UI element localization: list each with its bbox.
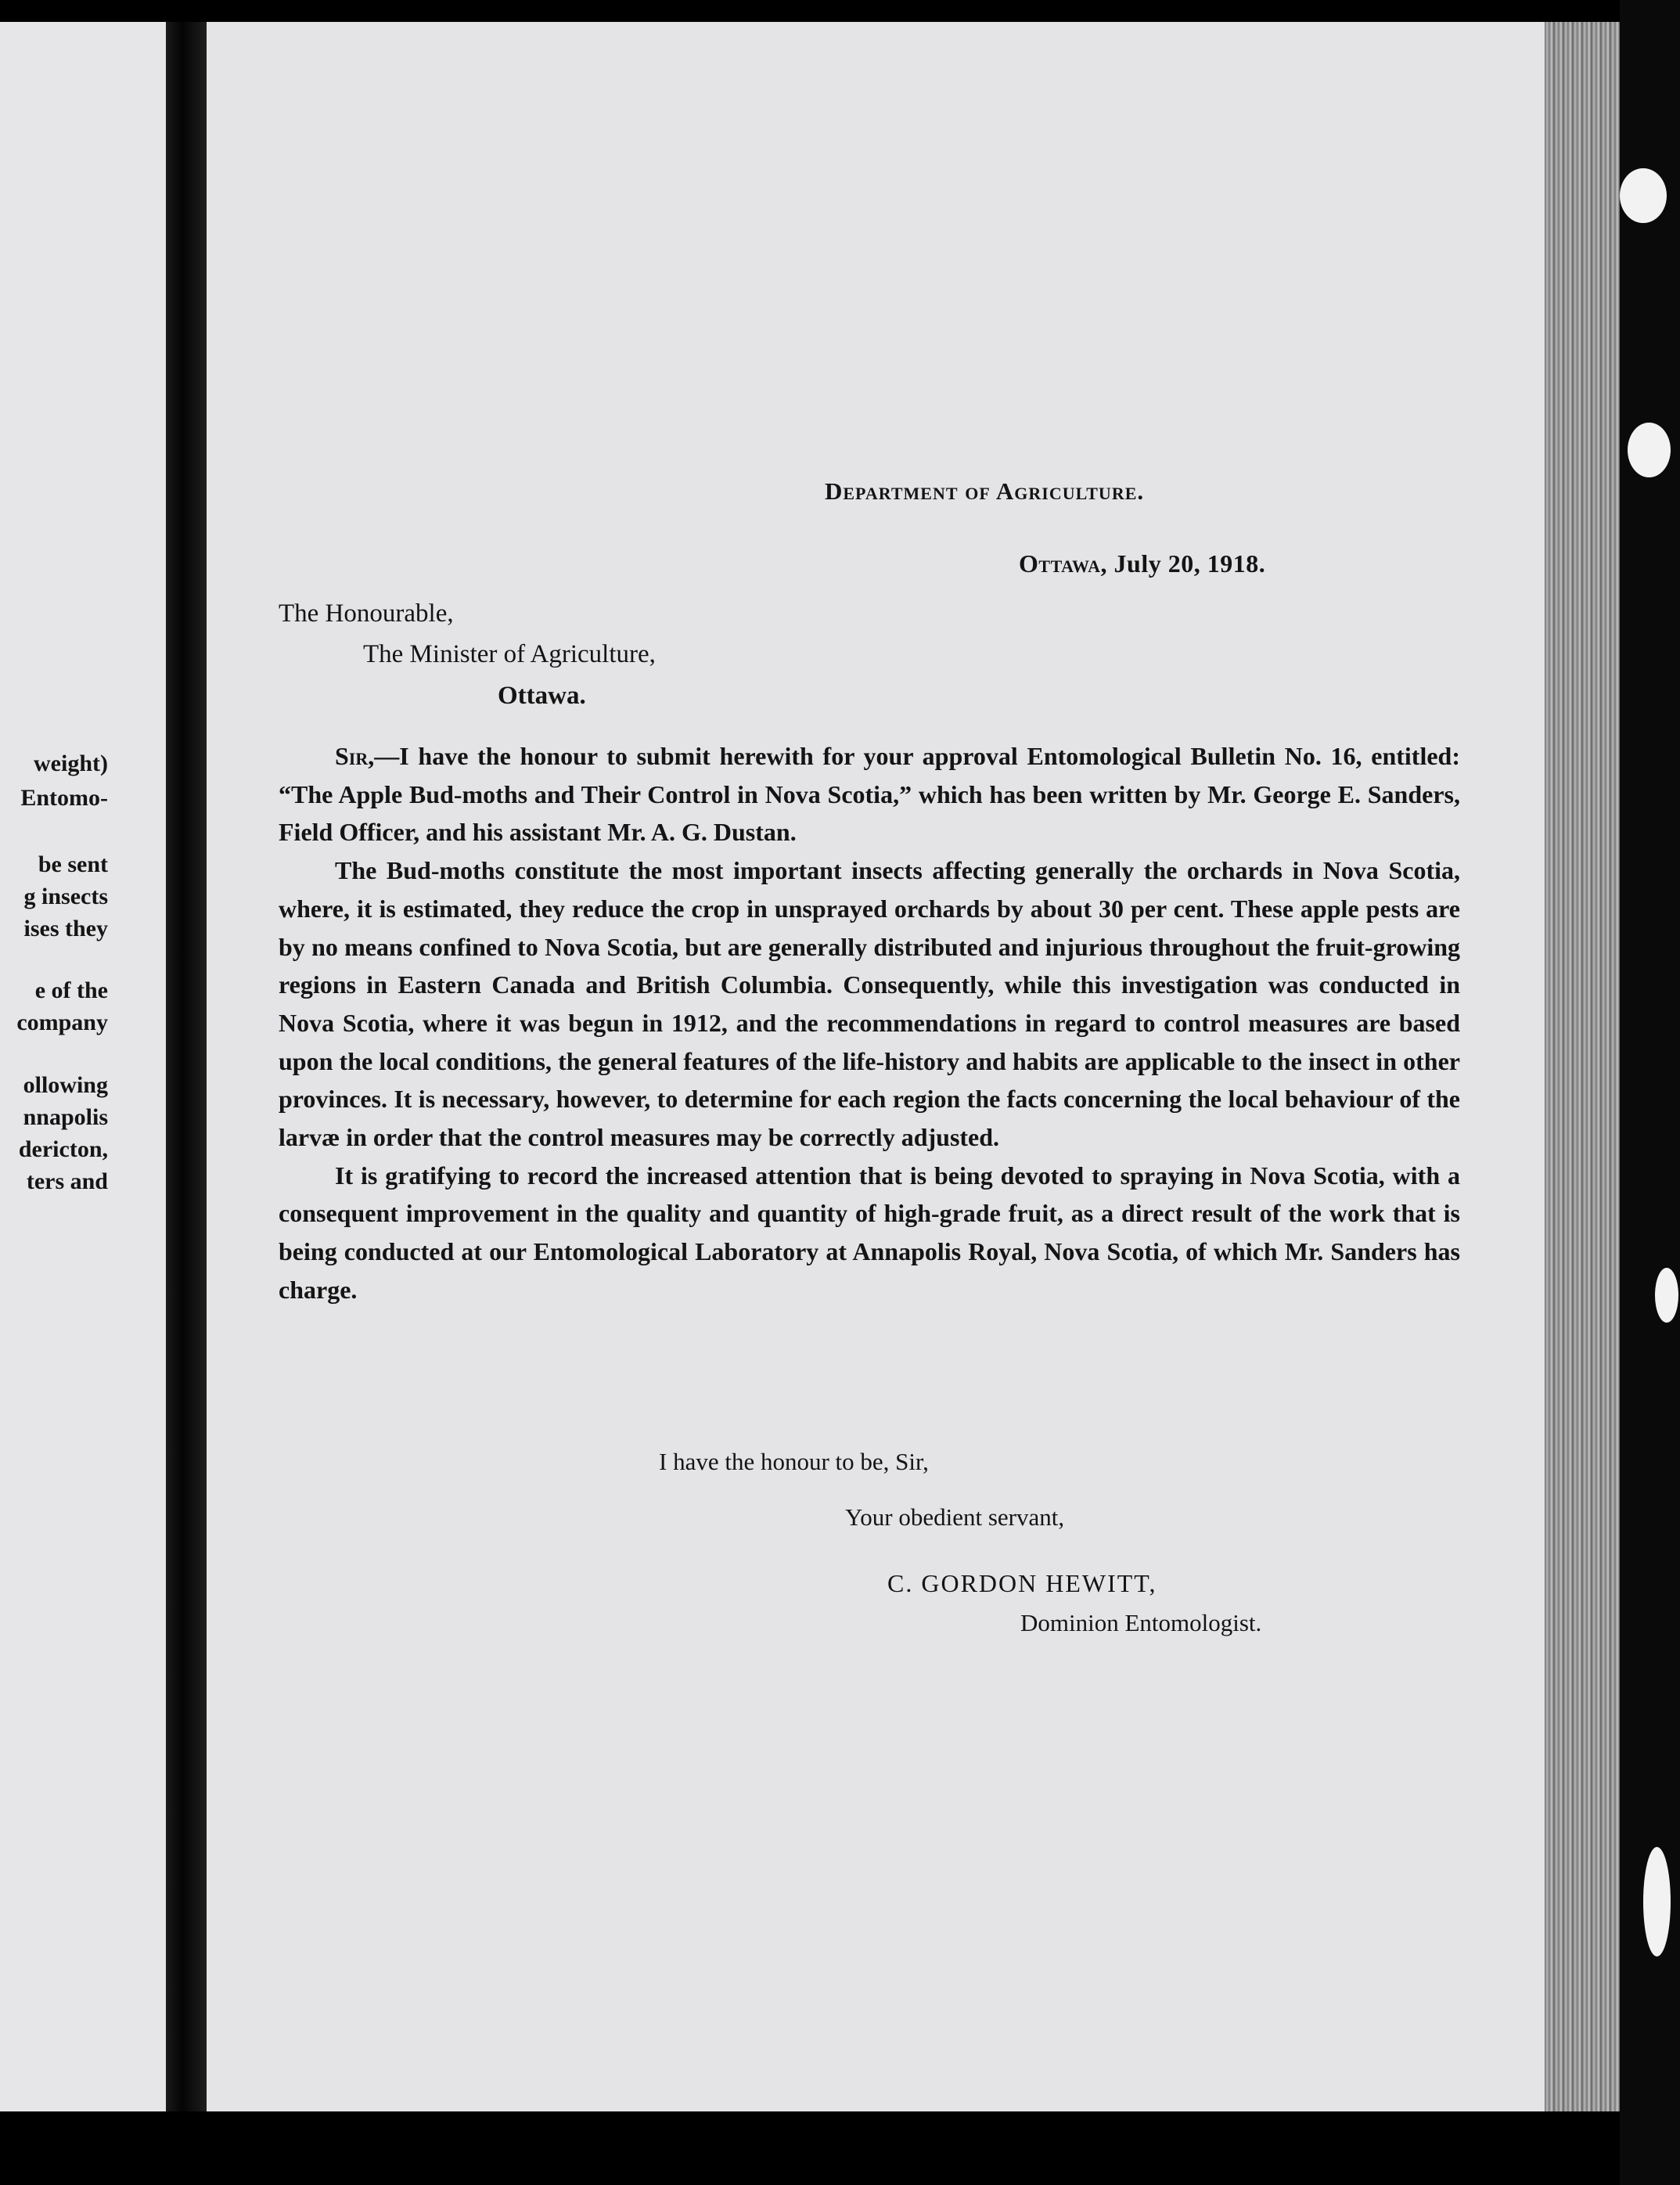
- date-place: Ottawa,: [1019, 549, 1108, 578]
- addressee-line-3: Ottawa.: [498, 682, 586, 710]
- speck: [1620, 168, 1667, 223]
- department-heading: Department of Agriculture.: [825, 477, 1145, 505]
- closing-line-1: I have the honour to be, Sir,: [659, 1448, 929, 1475]
- scan-border: [1620, 0, 1680, 2185]
- addressee-line-1: The Honourable,: [279, 599, 454, 628]
- left-fragment: e of the: [34, 977, 108, 1003]
- body-paragraph: The Bud-moths constitute the most important insects affecting generally the orchards in Nova Scotia, where, it is estimated, they reduce the crop in unsprayed orchards by about 30 per cent. These apple pests are by no means confined to Nova Scotia, but are generally distributed and injurious throughout the fruit-growing regions in Eastern Canada and British Columbia. Consequently, while this investigation was conducted in Nova Scotia, where it was begun in 1912, and the recommendations in regard to control measures are based upon the local conditions, the general features of the life-history and habits are applicable to the insect in other provinces. It is necessary, however, to determine for each region the facts concerning the local behaviour of the larvæ in order that the control measures may be correctly adjusted.: [279, 856, 1460, 1152]
- left-fragment: weight): [34, 751, 108, 776]
- page-stack-edge: [1545, 22, 1620, 2111]
- left-fragment: ollowing: [23, 1072, 108, 1098]
- left-fragment: ters and: [26, 1168, 108, 1194]
- signature-title: Dominion Entomologist.: [1020, 1609, 1262, 1636]
- paragraph-text: —I have the honour to submit herewith for your approval Entomological Bulletin No. 16, entitled: “The Apple Bud-moths and Their Control in Nova Scotia,” which has been written by Mr. George E. Sanders, Field Officer, and his assistant Mr. A. G. Dustan.: [279, 742, 1460, 847]
- left-fragment: dericton,: [18, 1136, 108, 1162]
- speck: [1655, 1268, 1678, 1323]
- signature-name: C. GORDON HEWITT,: [887, 1569, 1157, 1597]
- body-paragraph: [279, 737, 1460, 851]
- left-fragment: g insects: [23, 884, 108, 909]
- facing-page-fragment: [0, 22, 166, 2111]
- salutation: Sir,: [335, 742, 375, 770]
- left-fragment: company: [16, 1010, 108, 1035]
- left-fragment: be sent: [38, 851, 108, 877]
- letter-page: [207, 22, 1545, 2111]
- letter-date: [1019, 549, 1265, 578]
- left-fragment: nnapolis: [23, 1104, 108, 1130]
- speck: [1643, 1847, 1671, 1956]
- letter-body: [279, 737, 1460, 1309]
- book-gutter: [166, 22, 207, 2111]
- speck: [1628, 423, 1671, 477]
- body-paragraph: It is gratifying to record the increased attention that is being devoted to spraying in Nova Scotia, with a consequent improvement in the quality and quantity of high-grade fruit, as a direct result of the work that is being conducted at our Entomological Laboratory at Annapolis Royal, Nova Scotia, of which Mr. Sanders has charge.: [279, 1161, 1460, 1304]
- left-fragment: ises they: [23, 916, 108, 941]
- closing-line-2: Your obedient servant,: [845, 1503, 1065, 1531]
- addressee-line-2: The Minister of Agriculture,: [363, 640, 656, 668]
- left-fragment: Entomo-: [20, 785, 108, 811]
- date-value: July 20, 1918.: [1113, 549, 1266, 578]
